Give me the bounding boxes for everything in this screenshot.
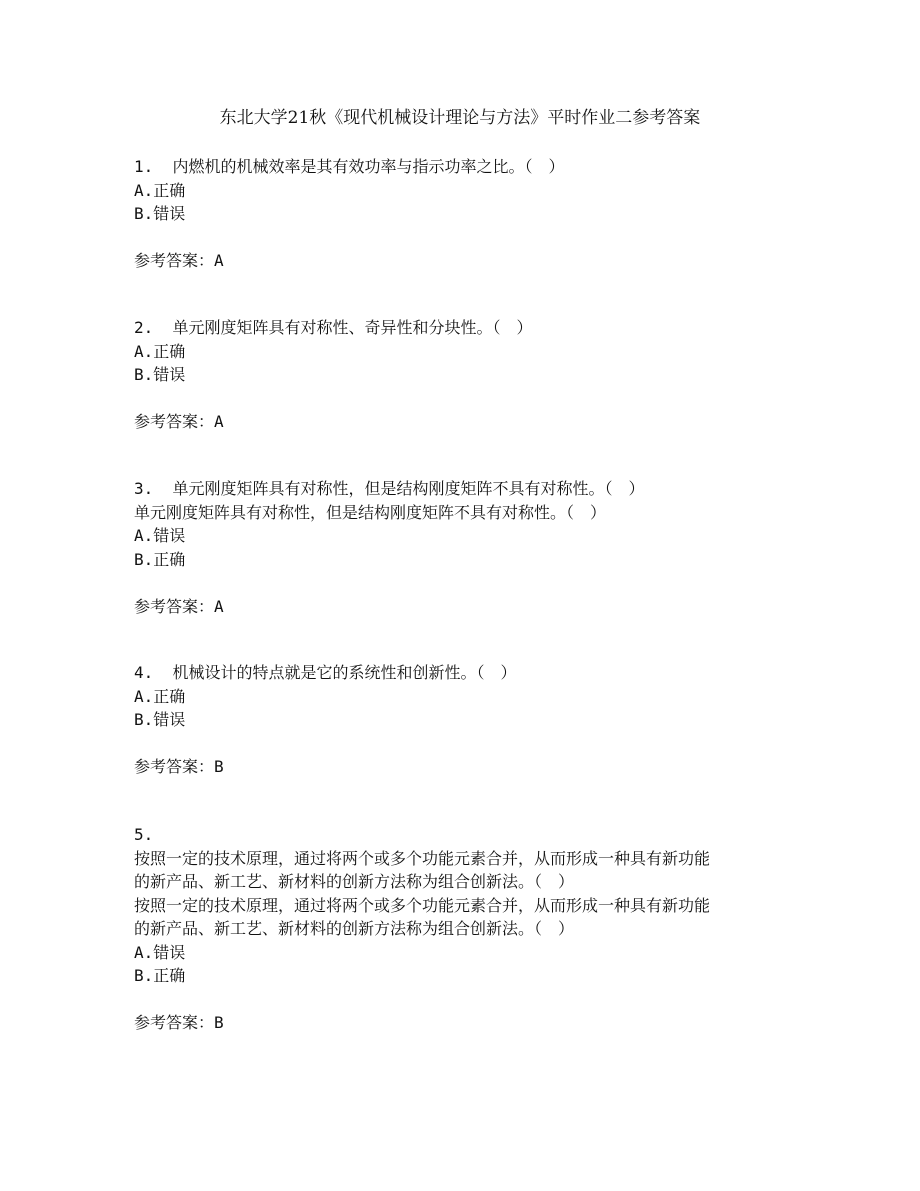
option-b: B.错误 [134,204,186,223]
answer-label: 参考答案： [134,1013,215,1032]
option-b: B.错误 [134,710,186,729]
answer-line [134,595,794,619]
question-stem-line: 按照一定的技术原理，通过将两个或多个功能元素合并，从而形成一种具有新功能 [134,895,711,915]
page-title: 东北大学21秋《现代机械设计理论与方法》平时作业二参考答案 [219,108,701,128]
option-a: A.错误 [134,526,186,545]
question-1-stem [134,155,794,179]
question-4-stem [134,661,794,685]
answer-label: 参考答案： [134,596,215,616]
question-4 [134,661,794,779]
question-stem-line: 的新产品、新工艺、新材料的创新方法称为组合创新法。（ ） [134,919,575,938]
question-3 [134,477,794,618]
question-number: 4. [134,663,154,682]
question-number: 2. [134,318,154,337]
question-2 [134,316,794,434]
answer-line [134,249,794,273]
option-a: A.错误 [134,942,186,962]
answer-value: A [214,412,224,431]
question-5-number: 5. [134,825,154,844]
question-stem-line: 按照一定的技术原理，通过将两个或多个功能元素合并，从而形成一种具有新功能 [134,848,711,868]
answer-line [134,755,794,779]
question-5 [134,823,794,1035]
answer-label: 参考答案： [134,757,215,776]
option-a: A.正确 [134,180,186,200]
answer-line [134,410,794,434]
question-stem-line: 内燃机的机械效率是其有效功率与指示功率之比。（ ） [172,157,565,176]
question-number: 3. [134,479,154,498]
question-stem-line: 单元刚度矩阵具有对称性、奇异性和分块性。（ ） [172,318,533,337]
option-a: A.正确 [134,686,186,706]
answer-value: B [214,1013,224,1032]
question-2-stem [134,316,794,340]
question-3-stem [134,477,794,501]
option-b: B.正确 [134,966,186,985]
answer-value: B [214,757,224,776]
question-number: 1. [134,157,154,176]
answer-value: A [214,596,224,616]
option-b: B.错误 [134,365,186,384]
option-b: B.正确 [134,549,186,569]
answer-label: 参考答案： [134,412,215,431]
question-stem-line: 的新产品、新工艺、新材料的创新方法称为组合创新法。（ ） [134,872,575,891]
question-stem-line: 单元刚度矩阵具有对称性，但是结构刚度矩阵不具有对称性。（ ） [134,502,607,522]
question-stem-line: 机械设计的特点就是它的系统性和创新性。（ ） [172,663,517,682]
option-a: A.正确 [134,341,186,361]
answer-line [134,1011,794,1035]
answer-label: 参考答案： [134,251,215,270]
answer-value: A [214,251,224,270]
question-1 [134,155,794,273]
question-stem-line: 单元刚度矩阵具有对称性，但是结构刚度矩阵不具有对称性。（ ） [172,479,645,498]
